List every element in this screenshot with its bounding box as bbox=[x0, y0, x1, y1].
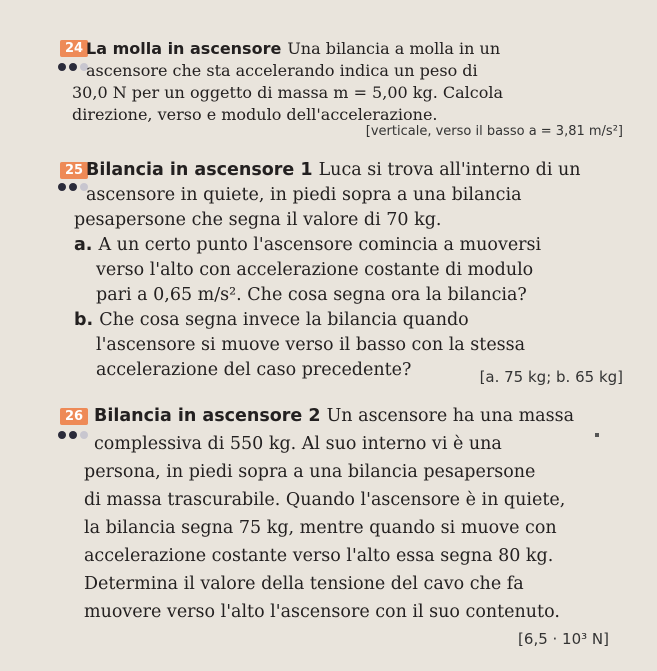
problem-text-line: ascensore che sta accelerando indica un peso di bbox=[86, 61, 478, 80]
problem-number-badge: 26 bbox=[60, 408, 88, 425]
item-text-line: pari a 0,65 m/s². Che cosa segna ora la bilancia? bbox=[96, 285, 527, 305]
problem-text-line: Una bilancia a molla in un bbox=[287, 39, 501, 58]
problem-text-line: muovere verso l'alto l'ascensore con il suo contenuto. bbox=[84, 602, 560, 622]
item-text-line: Che cosa segna invece la bilancia quando bbox=[99, 310, 469, 330]
difficulty-dots bbox=[58, 63, 88, 71]
problem-number-badge: 25 bbox=[60, 162, 88, 179]
problem-number-badge: 24 bbox=[60, 40, 88, 57]
difficulty-dot bbox=[69, 63, 77, 71]
difficulty-dots bbox=[58, 183, 88, 191]
problem-text-line: Un ascensore ha una massa bbox=[326, 406, 575, 426]
item-text-line: verso l'alto con accelerazione costante di modulo bbox=[96, 260, 534, 280]
problem-text-line: persona, in piedi sopra a una bilancia pesapersone bbox=[84, 462, 536, 482]
ink-speck bbox=[595, 433, 599, 437]
answer-text: [verticale, verso il basso a = 3,81 m/s²] bbox=[365, 124, 623, 139]
problem-text-line: Determina il valore della tensione del cavo che fa bbox=[84, 574, 524, 594]
answer-text: [6,5 · 10³ N] bbox=[518, 630, 609, 648]
difficulty-dot bbox=[58, 183, 66, 191]
item-text-line: A un certo punto l'ascensore comincia a muoversi bbox=[98, 235, 542, 255]
item-letter: b. bbox=[74, 310, 94, 330]
problem-text-line: 30,0 N per un oggetto di massa m = 5,00 kg. Calcola bbox=[72, 83, 504, 102]
problem-text-line: accelerazione costante verso l'alto essa segna 80 kg. bbox=[84, 546, 554, 566]
problem-text-line: di massa trascurabile. Quando l'ascensore è in quiete, bbox=[84, 490, 566, 510]
difficulty-dot bbox=[58, 63, 66, 71]
problem-text-line: complessiva di 550 kg. Al suo interno vi è una bbox=[94, 434, 502, 454]
problem-text-line: direzione, verso e modulo dell'accelerazione. bbox=[72, 105, 438, 124]
problem-26 bbox=[84, 402, 633, 626]
difficulty-dots bbox=[58, 431, 88, 439]
problem-title: La molla in ascensore bbox=[86, 39, 282, 58]
problem-title: Bilancia in ascensore 2 bbox=[94, 406, 321, 426]
difficulty-dot bbox=[69, 183, 77, 191]
answer-text: [a. 75 kg; b. 65 kg] bbox=[479, 368, 623, 386]
item-letter: a. bbox=[74, 235, 93, 255]
item-text-line: accelerazione del caso precedente? bbox=[96, 360, 412, 380]
difficulty-dot bbox=[69, 431, 77, 439]
problem-text-line: Luca si trova all'interno di un bbox=[318, 160, 581, 180]
problem-text-line: ascensore in quiete, in piedi sopra a una bilancia bbox=[86, 185, 522, 205]
difficulty-dot bbox=[58, 431, 66, 439]
difficulty-dot bbox=[80, 431, 88, 439]
problem-text-line: pesapersone che segna il valore di 70 kg. bbox=[74, 210, 442, 230]
problem-text-line: la bilancia segna 75 kg, mentre quando si muove con bbox=[84, 518, 557, 538]
problem-title: Bilancia in ascensore 1 bbox=[86, 160, 313, 180]
item-text-line: l'ascensore si muove verso il basso con la stessa bbox=[96, 335, 526, 355]
